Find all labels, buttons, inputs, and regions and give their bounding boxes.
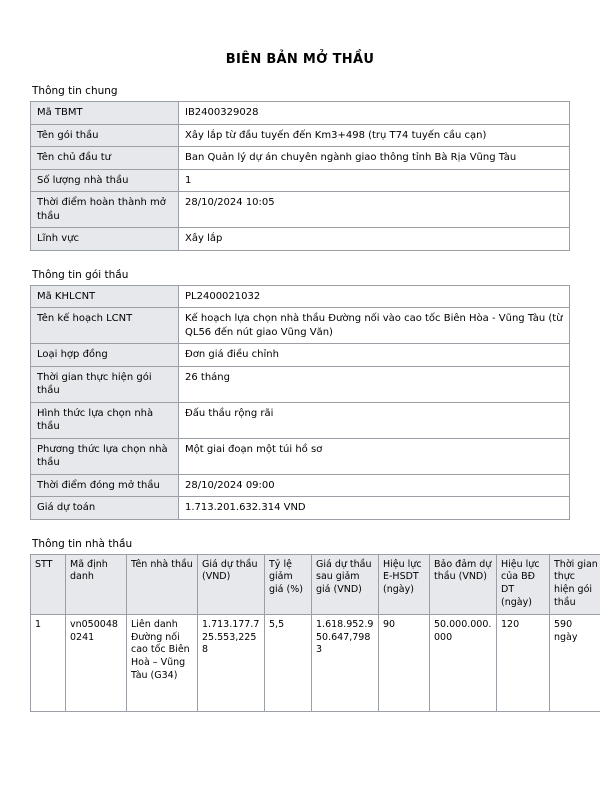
row-value: Đơn giá điều chỉnh: [179, 344, 570, 367]
package-info-section: [30, 269, 570, 520]
table-header-row: [31, 554, 600, 614]
column-header-code: Mã định danh: [66, 554, 127, 614]
table-row: [31, 285, 570, 308]
row-value: Đấu thầu rộng rãi: [179, 402, 570, 438]
column-header-discount-rate: Tỷ lệ giảm giá (%): [265, 554, 312, 614]
cell-name: Liên danh Đường nối cao tốc Biên Hoà – Vũng Tàu (G34): [127, 614, 198, 711]
cell-price-after-discount: 1.618.952.950.647,7983: [312, 614, 379, 711]
row-label: Thời gian thực hiện gói thầu: [31, 366, 179, 402]
row-label: Mã KHLCNT: [31, 285, 179, 308]
table-row: [31, 438, 570, 474]
column-header-stt: STT: [31, 554, 66, 614]
column-header-bid-security: Bảo đảm dự thầu (VND): [430, 554, 497, 614]
cell-duration: 590 ngày: [550, 614, 600, 711]
row-value: 1: [179, 169, 570, 192]
bidder-info-label: Thông tin nhà thầu: [32, 537, 133, 550]
row-label: Tên chủ đầu tư: [31, 147, 179, 170]
cell-hsdt-validity: 90: [379, 614, 430, 711]
table-row: [31, 169, 570, 192]
package-info-table: [30, 285, 570, 520]
page-title: BIÊN BẢN MỞ THẦU: [225, 52, 375, 67]
row-value: IB2400329028: [179, 102, 570, 125]
row-label: Giá dự toán: [31, 497, 179, 520]
row-value: 1.713.201.632.314 VND: [179, 497, 570, 520]
row-value: Xây lắp từ đầu tuyến đến Km3+498 (trụ T74 tuyến cầu cạn): [179, 124, 570, 147]
row-label: Mã TBMT: [31, 102, 179, 125]
row-label: Phương thức lựa chọn nhà thầu: [31, 438, 179, 474]
general-info-label: Thông tin chung: [32, 85, 118, 97]
cell-code: vn0500480241: [66, 614, 127, 711]
column-header-hsdt-validity: Hiệu lực E-HSDT (ngày): [379, 554, 430, 614]
cell-price: 1.713.177.725.553,2258: [198, 614, 265, 711]
row-value: Xây lắp: [179, 228, 570, 251]
bidder-info-section: [30, 537, 598, 712]
row-value: 28/10/2024 10:05: [179, 192, 570, 228]
table-row: [31, 402, 570, 438]
table-row: [31, 366, 570, 402]
general-info-section: [30, 85, 570, 251]
row-label: Hình thức lựa chọn nhà thầu: [31, 402, 179, 438]
column-header-price: Giá dự thầu (VND): [198, 554, 265, 614]
column-header-name: Tên nhà thầu: [127, 554, 198, 614]
column-header-price-after-discount: Giá dự thầu sau giảm giá (VND): [312, 554, 379, 614]
row-value: Kế hoạch lựa chọn nhà thầu Đường nối vào cao tốc Biên Hòa - Vũng Tàu (từ QL56 đến nút giao Vũng Văn): [179, 308, 570, 344]
column-header-security-validity: Hiệu lực của BĐ DT (ngày): [497, 554, 550, 614]
row-value: 26 tháng: [179, 366, 570, 402]
row-label: Loại hợp đồng: [31, 344, 179, 367]
general-info-table: [30, 101, 570, 251]
row-label: Số lượng nhà thầu: [31, 169, 179, 192]
table-row: [31, 614, 600, 711]
row-label: Lĩnh vực: [31, 228, 179, 251]
column-header-duration: Thời gian thực hiện gói thầu: [550, 554, 600, 614]
row-value: PL2400021032: [179, 285, 570, 308]
table-row: [31, 124, 570, 147]
row-label: Thời điểm đóng mở thầu: [31, 474, 179, 497]
table-row: [31, 497, 570, 520]
cell-stt: 1: [31, 614, 66, 711]
table-row: [31, 228, 570, 251]
cell-bid-security: 50.000.000.000: [430, 614, 497, 711]
package-info-label: Thông tin gói thầu: [32, 268, 129, 281]
table-row: [31, 192, 570, 228]
table-row: [31, 147, 570, 170]
bidder-info-table: [30, 554, 600, 712]
row-label: Thời điểm hoàn thành mở thầu: [31, 192, 179, 228]
row-label: Tên kế hoạch LCNT: [31, 308, 179, 344]
table-row: [31, 308, 570, 344]
row-label: Tên gói thầu: [31, 124, 179, 147]
row-value: 28/10/2024 09:00: [179, 474, 570, 497]
table-row: [31, 102, 570, 125]
table-row: [31, 474, 570, 497]
row-value: Ban Quản lý dự án chuyên ngành giao thông tỉnh Bà Rịa Vũng Tàu: [179, 147, 570, 170]
cell-security-validity: 120: [497, 614, 550, 711]
table-row: [31, 344, 570, 367]
row-value: Một giai đoạn một túi hồ sơ: [179, 438, 570, 474]
cell-discount-rate: 5,5: [265, 614, 312, 711]
